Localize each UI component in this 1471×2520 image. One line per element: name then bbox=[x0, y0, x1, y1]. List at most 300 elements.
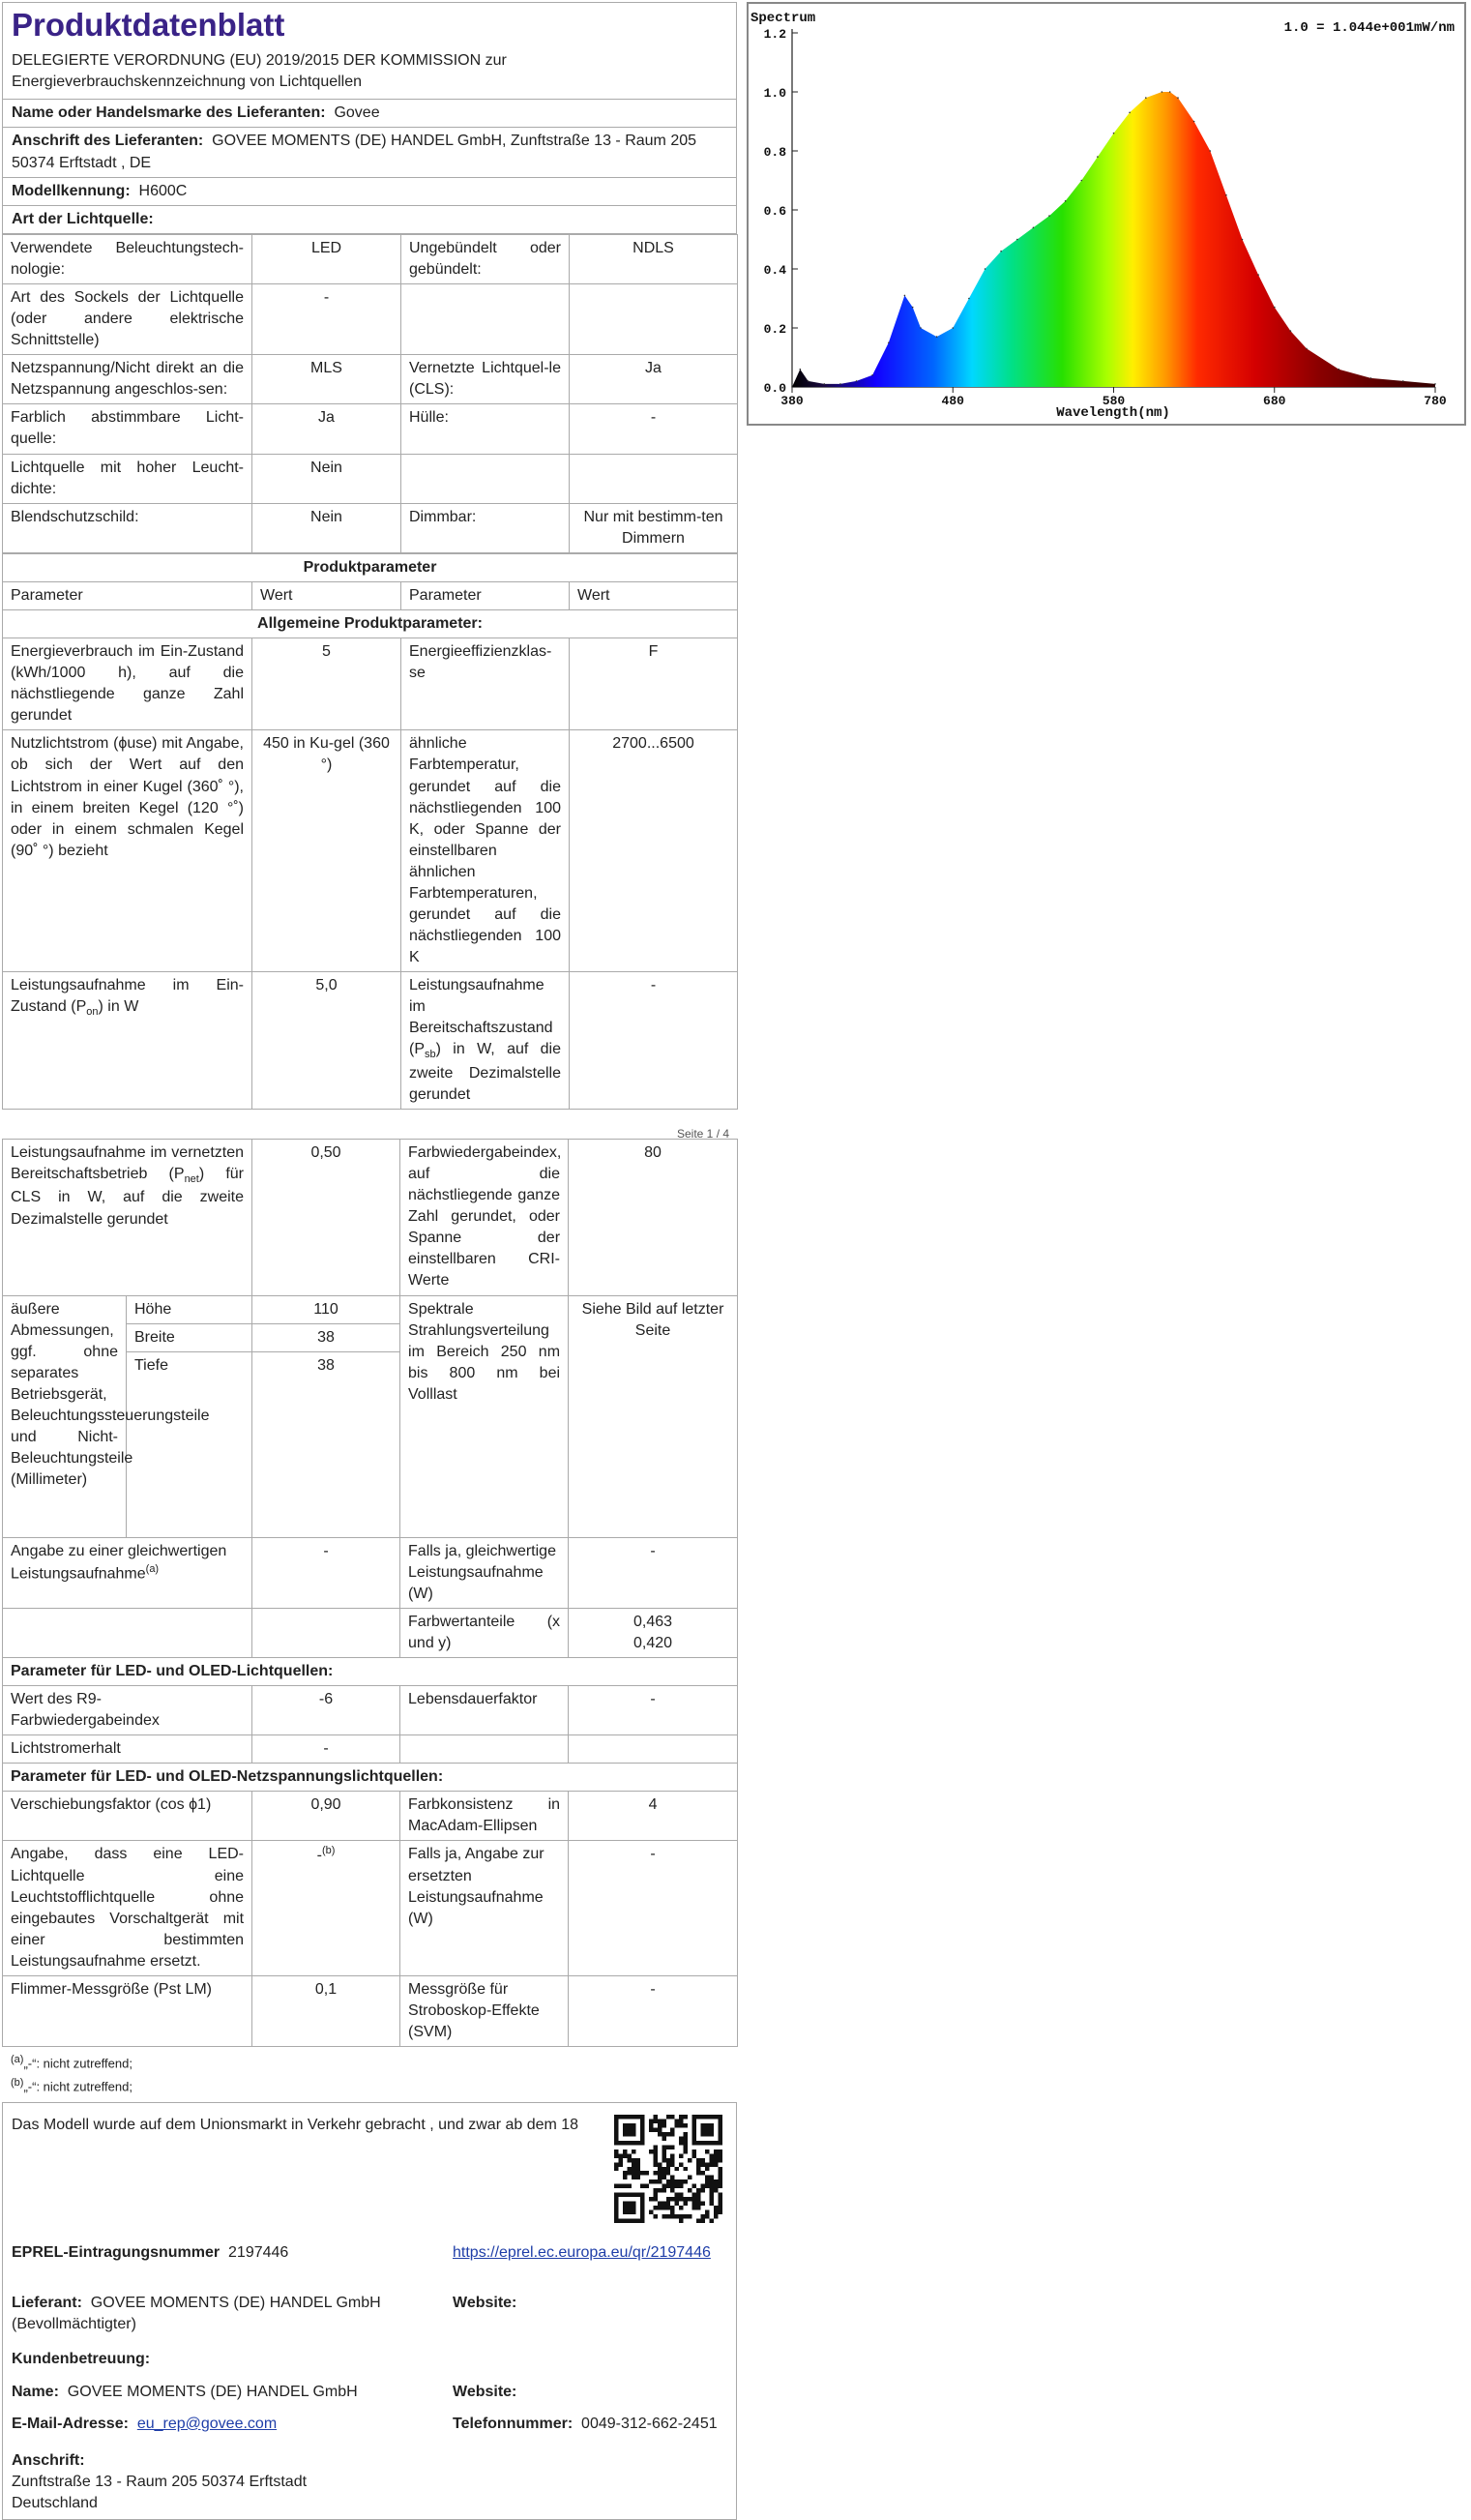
qr-module bbox=[692, 2141, 722, 2145]
qr-module bbox=[623, 2123, 635, 2136]
spectrum-point bbox=[1290, 330, 1292, 332]
qr-module bbox=[670, 2153, 674, 2157]
qr-module bbox=[692, 2153, 696, 2157]
spectrum-point bbox=[1113, 133, 1115, 134]
empty-cell bbox=[3, 1608, 252, 1657]
macadam-value: 4 bbox=[569, 1792, 738, 1841]
qr-module bbox=[614, 2192, 618, 2222]
type-row bbox=[3, 454, 738, 503]
qr-module bbox=[710, 2188, 714, 2192]
type-param-value: MLS bbox=[252, 355, 401, 404]
spectrum-point bbox=[936, 336, 938, 338]
qr-module bbox=[662, 2149, 665, 2153]
flux-maintenance-value: - bbox=[252, 1735, 400, 1764]
qr-module bbox=[666, 2197, 670, 2201]
qr-module bbox=[684, 2214, 688, 2218]
supplier-info-label: Lieferant: bbox=[12, 2294, 82, 2311]
qr-module bbox=[635, 2162, 639, 2166]
spectrum-point bbox=[888, 342, 890, 344]
supplier-info-value: GOVEE MOMENTS (DE) HANDEL GmbH (Bevollmächtigter) bbox=[12, 2294, 381, 2332]
qr-module bbox=[692, 2115, 696, 2145]
spectrum-point bbox=[985, 268, 986, 270]
qr-module bbox=[710, 2197, 714, 2201]
qr-module bbox=[701, 2201, 705, 2205]
flicker-label: Flimmer-Messgröße (Pst LM) bbox=[3, 1975, 252, 2046]
spectrum-point bbox=[1033, 227, 1035, 229]
qr-module bbox=[719, 2115, 722, 2145]
qr-module bbox=[653, 2214, 657, 2218]
dimension-depth-value: 38 bbox=[252, 1351, 400, 1537]
spectrum-point bbox=[1370, 377, 1372, 379]
page-number: Seite 1 / 4 bbox=[677, 1127, 730, 1141]
qr-module bbox=[623, 2171, 627, 2175]
qr-module bbox=[679, 2214, 683, 2218]
product-parameters-heading: Produktparameter bbox=[3, 553, 738, 581]
qr-module bbox=[675, 2183, 679, 2187]
color-temperature-value: 2700...6500 bbox=[570, 730, 738, 972]
datasheet-page-1 bbox=[2, 2, 737, 1110]
qr-module bbox=[618, 2153, 622, 2157]
chart-title: Spectrum bbox=[750, 11, 816, 26]
qr-module bbox=[714, 2188, 718, 2192]
qr-module bbox=[662, 2201, 665, 2205]
qr-module bbox=[618, 2162, 622, 2166]
qr-module bbox=[614, 2153, 618, 2157]
qr-module bbox=[662, 2183, 665, 2187]
qr-module bbox=[679, 2183, 683, 2187]
dimension-height-value: 110 bbox=[252, 1295, 400, 1323]
lifetime-factor-label: Lebensdauerfaktor bbox=[400, 1686, 569, 1735]
qr-module bbox=[614, 2218, 644, 2222]
flux-maintenance-label: Lichtstromerhalt bbox=[3, 1735, 252, 1764]
qr-module bbox=[684, 2115, 688, 2119]
chart-scale-note: 1.0 = 1.044e+001mW/nm bbox=[1283, 20, 1455, 36]
dimension-width-label: Breite bbox=[127, 1323, 252, 1351]
qr-module bbox=[658, 2171, 662, 2175]
column-header-value-2: Wert bbox=[570, 581, 738, 609]
equivalent-power-value: - bbox=[252, 1537, 400, 1608]
spectrum-plot bbox=[749, 4, 1464, 424]
qr-module bbox=[635, 2175, 639, 2179]
qr-module bbox=[675, 2192, 679, 2196]
service-website-label: Website: bbox=[453, 2383, 517, 2400]
standby-power-label: Leistungsaufnahme im Bereitschaftszustand $(P_{sb})$ in W, auf die zweite Dezimalstelle gerundet bbox=[401, 972, 570, 1110]
energy-class-value: F bbox=[570, 638, 738, 730]
qr-module bbox=[627, 2183, 631, 2187]
qr-module bbox=[684, 2149, 688, 2153]
qr-module bbox=[675, 2119, 679, 2122]
spectrum-point bbox=[1402, 380, 1404, 382]
equivalent-power-label: Angabe zu einer gleichwertigen Leistungsaufnahme$^{(a)}$ bbox=[3, 1537, 252, 1608]
type-param-value-2: Ja bbox=[570, 355, 738, 404]
supplier-name-row bbox=[2, 100, 737, 128]
qr-module bbox=[649, 2119, 653, 2122]
qr-module bbox=[658, 2132, 662, 2136]
qr-module bbox=[688, 2158, 691, 2162]
equivalent-power-yes-label: Falls ja, gleichwertige Leistungsaufnahme (W) bbox=[400, 1537, 569, 1608]
qr-module bbox=[614, 2141, 644, 2145]
y-tick-label: 0.6 bbox=[763, 204, 786, 219]
qr-module bbox=[679, 2218, 683, 2222]
qr-module bbox=[662, 2206, 665, 2209]
type-param-label-2: Ungebündelt oder gebündelt: bbox=[401, 234, 570, 283]
spectrum-point bbox=[1274, 307, 1276, 309]
dimension-height-label: Höhe bbox=[127, 1295, 252, 1323]
qr-module bbox=[627, 2166, 631, 2170]
qr-module bbox=[714, 2206, 718, 2209]
supplier-name-label: Name oder Handelsmarke des Lieferanten: bbox=[12, 104, 326, 122]
dimensions-label: äußere Abmessungen, ggf. ohne separates Betriebsgerät, Beleuchtungssteuerungsteile und Nicht-Beleuchtungsteile (Millimeter) bbox=[3, 1295, 127, 1537]
qr-module bbox=[684, 2132, 688, 2136]
qr-module bbox=[675, 2179, 679, 2183]
light-source-type-heading: Art der Lichtquelle: bbox=[2, 206, 737, 234]
spectrum-point bbox=[800, 369, 802, 371]
qr-module bbox=[662, 2188, 665, 2192]
qr-module bbox=[623, 2149, 627, 2153]
type-param-value-2 bbox=[570, 454, 738, 503]
networked-standby-value: 0,50 bbox=[252, 1140, 400, 1296]
qr-module bbox=[701, 2183, 705, 2187]
eprel-label: EPREL-Eintragungsnummer bbox=[12, 2243, 221, 2261]
market-info-box bbox=[2, 2102, 737, 2520]
qr-module bbox=[666, 2183, 670, 2187]
qr-module bbox=[701, 2188, 705, 2192]
y-tick-label: 0.2 bbox=[763, 322, 786, 337]
type-param-label: Verwendete Beleuchtungstech-nologie: bbox=[3, 234, 252, 283]
qr-module bbox=[688, 2197, 691, 2201]
qr-module bbox=[670, 2209, 674, 2213]
address-label: Anschrift: bbox=[12, 2451, 85, 2469]
qr-module bbox=[679, 2197, 683, 2201]
qr-module bbox=[684, 2179, 688, 2183]
email-row bbox=[12, 2414, 447, 2435]
spectrum-point bbox=[856, 380, 858, 382]
qr-module bbox=[696, 2162, 700, 2166]
eprel-row bbox=[12, 2242, 452, 2264]
color-rendering-label: Farbwiedergabeindex, auf die nächstliegende ganze Zahl gerundet, oder Spanne der einstellbaren CRI-Werte bbox=[400, 1140, 569, 1296]
product-parameters-table bbox=[2, 553, 738, 1110]
qr-module bbox=[696, 2158, 700, 2162]
empty-cell bbox=[400, 1735, 569, 1764]
qr-module bbox=[714, 2153, 718, 2157]
qr-module bbox=[670, 2179, 674, 2183]
dimension-width-value: 38 bbox=[252, 1323, 400, 1351]
qr-module bbox=[710, 2192, 714, 2196]
qr-module bbox=[684, 2145, 688, 2149]
chromaticity-value bbox=[569, 1608, 738, 1657]
qr-module bbox=[714, 2162, 718, 2166]
qr-module bbox=[675, 2166, 679, 2170]
qr-module bbox=[696, 2171, 700, 2175]
qr-module bbox=[653, 2115, 657, 2119]
qr-module bbox=[719, 2179, 722, 2183]
chromaticity-label: Farbwertanteile (x und y) bbox=[400, 1608, 569, 1657]
networked-standby-label: Leistungsaufnahme im vernetzten Bereitschaftsbetrieb $(P_{net})$ für CLS in W, auf die zweite Dezimalstelle gerundet bbox=[3, 1140, 252, 1296]
qr-module bbox=[635, 2171, 639, 2175]
customer-service-heading: Kundenbetreuung: bbox=[12, 2350, 151, 2367]
email-label: E-Mail-Adresse: bbox=[12, 2415, 129, 2432]
type-row bbox=[3, 404, 738, 454]
qr-module bbox=[705, 2214, 709, 2218]
spectrum-point bbox=[920, 327, 922, 329]
spectral-distribution-label: Spektrale Strahlungsverteilung im Bereich 250 nm bis 800 nm bei Volllast bbox=[400, 1295, 569, 1537]
type-param-label: Lichtquelle mit hoher Leucht-dichte: bbox=[3, 454, 252, 503]
spectrum-point bbox=[1306, 348, 1308, 350]
qr-module bbox=[653, 2197, 657, 2201]
qr-module bbox=[666, 2158, 670, 2162]
spectrum-point bbox=[1210, 150, 1212, 152]
qr-module bbox=[719, 2209, 722, 2213]
qr-module bbox=[666, 2214, 670, 2218]
qr-module bbox=[696, 2188, 700, 2192]
qr-module bbox=[696, 2166, 700, 2170]
qr-module bbox=[696, 2218, 700, 2222]
on-mode-power-label: Leistungsaufnahme im Ein-Zustand $(P_{on})$ in W bbox=[3, 972, 252, 1110]
qr-module bbox=[653, 2171, 657, 2175]
qr-module bbox=[710, 2183, 714, 2187]
spectrum-point bbox=[1081, 180, 1083, 182]
qr-module bbox=[632, 2162, 635, 2166]
qr-module bbox=[623, 2175, 627, 2179]
qr-module bbox=[666, 2201, 670, 2205]
qr-module bbox=[644, 2183, 648, 2187]
qr-module bbox=[662, 2214, 665, 2218]
qr-module bbox=[666, 2162, 670, 2166]
qr-module bbox=[696, 2206, 700, 2209]
qr-module bbox=[632, 2149, 635, 2153]
qr-module bbox=[666, 2132, 670, 2136]
type-param-value-2 bbox=[570, 283, 738, 354]
footnote-a: $^{(a)}$„-“: nicht zutreffend; bbox=[11, 2054, 132, 2071]
qr-module bbox=[692, 2206, 696, 2209]
spectrum-point bbox=[871, 374, 873, 376]
spectrum-point bbox=[1257, 274, 1259, 276]
qr-module bbox=[705, 2175, 709, 2179]
spectrum-point bbox=[904, 295, 906, 297]
qr-module bbox=[662, 2132, 665, 2136]
qr-module bbox=[618, 2183, 622, 2187]
qr-module bbox=[623, 2201, 635, 2213]
qr-module bbox=[640, 2115, 644, 2145]
supplier-address-value: GOVEE MOMENTS (DE) HANDEL GmbH, Zunftstraße 13 - Raum 205 50374 Erftstadt , DE bbox=[12, 133, 697, 171]
qr-module bbox=[719, 2166, 722, 2170]
qr-module bbox=[684, 2166, 688, 2170]
qr-module bbox=[701, 2218, 705, 2222]
qr-module bbox=[714, 2209, 718, 2213]
qr-module bbox=[653, 2119, 657, 2122]
qr-module bbox=[658, 2119, 662, 2122]
qr-module bbox=[627, 2153, 631, 2157]
qr-module bbox=[658, 2179, 662, 2183]
qr-module bbox=[705, 2162, 709, 2166]
qr-module bbox=[649, 2209, 653, 2213]
qr-module bbox=[614, 2115, 618, 2145]
qr-module bbox=[710, 2179, 714, 2183]
qr-module bbox=[688, 2175, 691, 2179]
qr-module bbox=[705, 2209, 709, 2213]
qr-module bbox=[719, 2183, 722, 2187]
qr-module bbox=[662, 2153, 665, 2157]
flicker-value: 0,1 bbox=[252, 1975, 400, 2046]
qr-module bbox=[710, 2201, 714, 2205]
type-param-label-2: Hülle: bbox=[401, 404, 570, 454]
qr-module bbox=[684, 2201, 688, 2205]
service-name-label: Name: bbox=[12, 2383, 59, 2400]
luminous-flux-value: 450 in Ku-gel (360 °) bbox=[252, 730, 401, 972]
lifetime-factor-value: - bbox=[569, 1686, 738, 1735]
qr-module bbox=[649, 2179, 653, 2183]
qr-module bbox=[662, 2119, 665, 2122]
qr-module bbox=[649, 2149, 653, 2153]
qr-module bbox=[688, 2214, 691, 2218]
page-title: Produktdatenblatt bbox=[12, 7, 285, 43]
qr-module bbox=[653, 2162, 657, 2166]
mains-led-parameters-heading: Parameter für LED- und OLED-Netzspannungslichtquellen: bbox=[3, 1764, 738, 1792]
qr-module bbox=[658, 2127, 662, 2131]
replaced-power-label: Falls ja, Angabe zur ersetzten Leistungsaufnahme (W) bbox=[400, 1841, 569, 1975]
spectrum-point bbox=[1162, 91, 1163, 93]
qr-module bbox=[662, 2145, 665, 2149]
qr-module bbox=[658, 2206, 662, 2209]
qr-module bbox=[666, 2171, 670, 2175]
qr-module bbox=[653, 2149, 657, 2153]
qr-module bbox=[670, 2206, 674, 2209]
y-tick-label: 0.4 bbox=[763, 263, 786, 278]
eprel-value: 2197446 bbox=[228, 2243, 289, 2261]
qr-module bbox=[714, 2179, 718, 2183]
qr-module bbox=[705, 2183, 709, 2187]
qr-module bbox=[705, 2149, 709, 2153]
type-param-value: LED bbox=[252, 234, 401, 283]
fluorescent-replacement-value: -$^{(b)}$ bbox=[252, 1841, 400, 1975]
qr-module bbox=[649, 2197, 653, 2201]
supplier-address-label: Anschrift des Lieferanten: bbox=[12, 133, 204, 150]
qr-module bbox=[719, 2206, 722, 2209]
r9-value: -6 bbox=[252, 1686, 400, 1735]
color-temperature-label: ähnliche Farbtemperatur, gerundet auf die nächstliegenden 100 K, oder Spanne der einstellbaren ähnlichen Farbtemperaturen, gerundet auf die nächstliegenden 100 K bbox=[401, 730, 570, 972]
email-link[interactable]: eu_rep@govee.com bbox=[136, 2415, 278, 2432]
header bbox=[2, 2, 737, 100]
model-row bbox=[2, 178, 737, 206]
energy-consumption-value: 5 bbox=[252, 638, 401, 730]
qr-module bbox=[627, 2171, 631, 2175]
x-tick-label: 680 bbox=[1263, 394, 1286, 408]
qr-module bbox=[719, 2171, 722, 2175]
supplier-info-row bbox=[12, 2293, 447, 2335]
eprel-link[interactable]: https://eprel.ec.europa.eu/qr/2197446 bbox=[453, 2243, 711, 2261]
supplier-name-value: Govee bbox=[334, 104, 380, 122]
replaced-power-value: - bbox=[569, 1841, 738, 1975]
qr-module bbox=[679, 2206, 683, 2209]
qr-module bbox=[658, 2166, 662, 2170]
qr-module bbox=[632, 2158, 635, 2162]
displacement-factor-label: Verschiebungsfaktor (cos ϕ1) bbox=[3, 1792, 252, 1841]
type-param-value: Nein bbox=[252, 454, 401, 503]
qr-module bbox=[719, 2158, 722, 2162]
qr-module bbox=[635, 2158, 639, 2162]
spectral-distribution-value: Siehe Bild auf letzter Seite bbox=[569, 1295, 738, 1537]
qr-module bbox=[670, 2188, 674, 2192]
x-tick-label: 780 bbox=[1424, 394, 1447, 408]
spectrum-point bbox=[1145, 97, 1147, 99]
color-rendering-value: 80 bbox=[569, 1140, 738, 1296]
qr-module bbox=[675, 2201, 679, 2205]
qr-module bbox=[653, 2188, 657, 2192]
qr-module bbox=[670, 2214, 674, 2218]
y-tick-label: 1.0 bbox=[763, 86, 786, 101]
qr-module bbox=[714, 2214, 718, 2218]
type-param-label-2: Vernetzte Lichtquel-le (CLS): bbox=[401, 355, 570, 404]
spectrum-point bbox=[968, 298, 970, 300]
qr-module bbox=[662, 2171, 665, 2175]
qr-module bbox=[714, 2149, 718, 2153]
qr-module bbox=[670, 2175, 674, 2179]
qr-module bbox=[692, 2149, 696, 2153]
qr-module bbox=[640, 2183, 644, 2187]
spectrum-point bbox=[1097, 156, 1099, 158]
type-param-value: Ja bbox=[252, 404, 401, 454]
qr-module bbox=[614, 2183, 618, 2187]
spectrum-point bbox=[1048, 215, 1050, 217]
qr-module bbox=[684, 2141, 688, 2145]
led-parameters-heading: Parameter für LED- und OLED-Lichtquellen: bbox=[3, 1657, 738, 1685]
qr-module bbox=[653, 2158, 657, 2162]
qr-module bbox=[666, 2145, 670, 2149]
qr-module bbox=[635, 2166, 639, 2170]
qr-module bbox=[701, 2171, 705, 2175]
type-param-label-2 bbox=[401, 283, 570, 354]
qr-code[interactable] bbox=[614, 2115, 722, 2223]
qr-module bbox=[692, 2115, 722, 2119]
x-axis-label: Wavelength(nm) bbox=[1056, 405, 1170, 421]
qr-module bbox=[614, 2149, 618, 2153]
type-param-value-2: NDLS bbox=[570, 234, 738, 283]
type-row bbox=[3, 503, 738, 552]
qr-module bbox=[710, 2153, 714, 2157]
qr-module bbox=[719, 2175, 722, 2179]
model-label: Modellkennung: bbox=[12, 182, 131, 199]
qr-module bbox=[662, 2175, 665, 2179]
qr-module bbox=[688, 2188, 691, 2192]
qr-module bbox=[614, 2166, 618, 2170]
qr-module bbox=[701, 2123, 714, 2136]
qr-module bbox=[670, 2197, 674, 2201]
qr-module bbox=[719, 2149, 722, 2153]
standby-power-value: - bbox=[570, 972, 738, 1110]
qr-module bbox=[705, 2179, 709, 2183]
qr-module bbox=[644, 2171, 648, 2175]
qr-module bbox=[670, 2115, 674, 2119]
qr-module bbox=[670, 2158, 674, 2162]
qr-module bbox=[701, 2214, 705, 2218]
x-tick-label: 580 bbox=[1102, 394, 1126, 408]
qr-module bbox=[632, 2175, 635, 2179]
qr-module bbox=[684, 2123, 688, 2127]
phone-label: Telefonnummer: bbox=[453, 2415, 574, 2432]
service-name-row bbox=[12, 2382, 447, 2403]
service-name-value: GOVEE MOMENTS (DE) HANDEL GmbH bbox=[67, 2383, 358, 2400]
qr-module bbox=[632, 2171, 635, 2175]
qr-module bbox=[692, 2192, 696, 2196]
r9-label: Wert des R9-Farbwiedergabeindex bbox=[3, 1686, 252, 1735]
qr-module bbox=[670, 2132, 674, 2136]
qr-module bbox=[658, 2188, 662, 2192]
column-header-parameter: Parameter bbox=[3, 581, 252, 609]
qr-module bbox=[696, 2201, 700, 2205]
x-tick-label: 480 bbox=[941, 394, 964, 408]
qr-module bbox=[719, 2192, 722, 2196]
x-tick-label: 380 bbox=[780, 394, 804, 408]
